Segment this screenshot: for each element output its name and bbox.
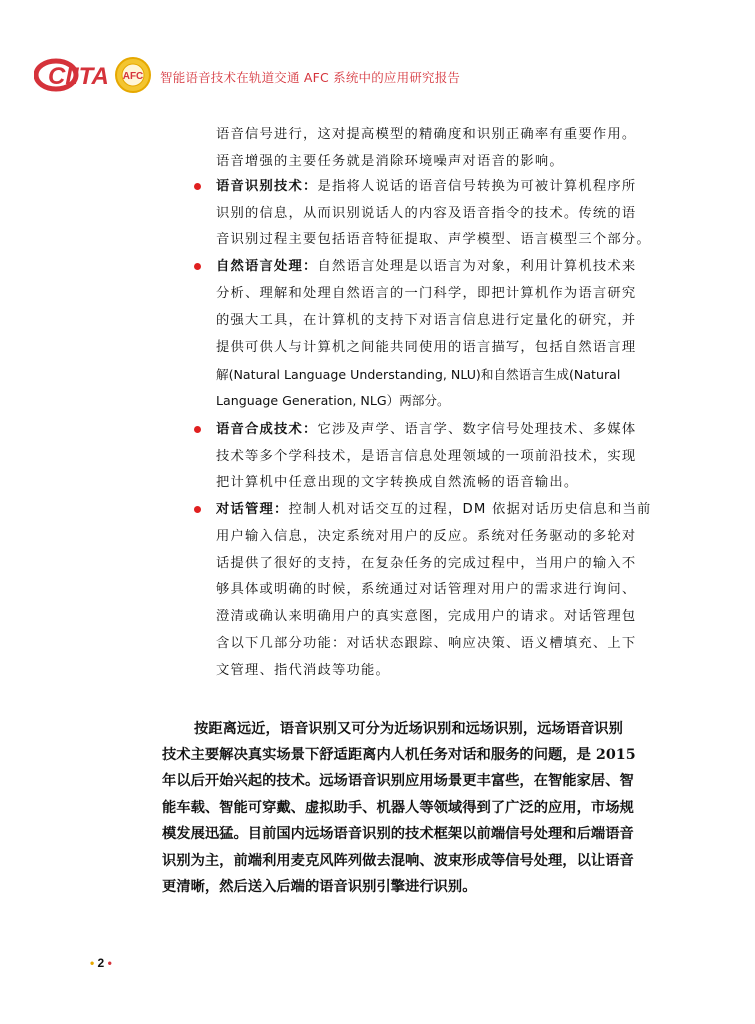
bullet-dot — [194, 263, 201, 270]
ciita-logo — [34, 58, 110, 92]
bullet-item-nlp — [216, 258, 636, 276]
bullet-text: 自然语言处理是以语言为对象，利用计算机技术来 — [317, 259, 637, 274]
afc-logo — [112, 56, 154, 94]
bullet-dot — [194, 506, 201, 513]
bullet-line: 解(Natural Language Understanding, NLU)和自然语言生成(Natural — [216, 367, 621, 382]
bullet-line: 技术等多个学科技术，是语言信息处理领域的一项前沿技术，实现 — [216, 449, 637, 464]
paragraph-line: 能车载、智能可穿戴、虚拟助手、机器人等领域得到了广泛的应用，市场规 — [162, 800, 634, 816]
bullet-line: 文管理、指代消歧等功能。 — [216, 663, 390, 678]
paragraph-line: 识别为主，前端利用麦克风阵列做去混响、波束形成等信号处理，以让语音 — [162, 853, 634, 869]
footer-dot-right: • — [107, 956, 112, 970]
page-number: 2 — [97, 956, 105, 970]
bullet-item-speech-recognition — [216, 178, 636, 196]
paragraph-line: 更清晰，然后送入后端的语音识别引擎进行识别。 — [162, 879, 477, 895]
bullet-line: 含以下几部分功能：对话状态跟踪、响应决策、语义槽填充、上下 — [216, 636, 637, 651]
paragraph-line: 年以后开始兴起的技术。远场语音识别应用场景更丰富些，在智能家居、智 — [162, 773, 634, 789]
bullet-line: 的强大工具，在计算机的支持下对语言信息进行定量化的研究，并 — [216, 313, 637, 328]
bullet-line: 用户输入信息，决定系统对用户的反应。系统对任务驱动的多轮对 — [216, 529, 637, 544]
bullet-line: 分析、理解和处理自然语言的一门科学，即把计算机作为语言研究 — [216, 286, 637, 301]
ciita-logo-text: CIITA — [48, 63, 109, 90]
bullet-term: 自然语言处理： — [216, 259, 318, 274]
paragraph-line: 技术主要解决真实场景下舒适距离内人机任务对话和服务的问题，是 2015 — [162, 747, 636, 763]
bullet-dot — [194, 183, 201, 190]
paragraph-line: 按距离远近，语音识别又可分为近场识别和远场识别，远场语音识别 — [194, 721, 623, 737]
intro-line: 语音信号进行，这对提高模型的精确度和识别正确率有重要作用。 — [216, 127, 637, 142]
report-title: 智能语音技术在轨道交通 AFC 系统中的应用研究报告 — [160, 70, 461, 85]
bullet-line: 把计算机中任意出现的文字转换成自然流畅的语音输出。 — [216, 475, 579, 490]
bullet-line: 澄清或确认来明确用户的真实意图，完成用户的请求。对话管理包 — [216, 609, 637, 624]
bullet-term: 对话管理： — [216, 502, 289, 517]
bullet-item-speech-synthesis — [216, 421, 636, 439]
bullet-text: 控制人机对话交互的过程，DM 依据对话历史信息和当前 — [288, 502, 652, 517]
bullet-term: 语音识别技术： — [216, 179, 318, 194]
afc-logo-text: AFC — [122, 71, 144, 82]
page-footer — [90, 956, 112, 970]
bullet-item-dialog-management — [216, 501, 651, 519]
bullet-term: 语音合成技术： — [216, 422, 318, 437]
bullet-line: Language Generation, NLG）两部分。 — [216, 393, 450, 408]
paragraph-line: 模发展迅猛。目前国内远场语音识别的技术框架以前端信号处理和后端语音 — [162, 826, 634, 842]
bullet-dot — [194, 426, 201, 433]
bullet-line: 音识别过程主要包括语音特征提取、声学模型、语言模型三个部分。 — [216, 232, 651, 247]
bullet-line: 话提供了很好的支持，在复杂任务的完成过程中，当用户的输入不 — [216, 556, 637, 571]
bullet-line: 识别的信息，从而识别说话人的内容及语音指令的技术。传统的语 — [216, 206, 637, 221]
footer-dot-left: • — [90, 956, 95, 970]
bullet-line: 提供可供人与计算机之间能共同使用的语言描写，包括自然语言理 — [216, 340, 637, 355]
page-header — [34, 58, 734, 92]
intro-line: 语音增强的主要任务就是消除环境噪声对语音的影响。 — [216, 154, 564, 169]
bullet-line: 够具体或明确的时候，系统通过对话管理对用户的需求进行询问、 — [216, 582, 637, 597]
bullet-text: 是指将人说话的语音信号转换为可被计算机程序所 — [317, 179, 637, 194]
bullet-text: 它涉及声学、语言学、数字信号处理技术、多媒体 — [317, 422, 637, 437]
